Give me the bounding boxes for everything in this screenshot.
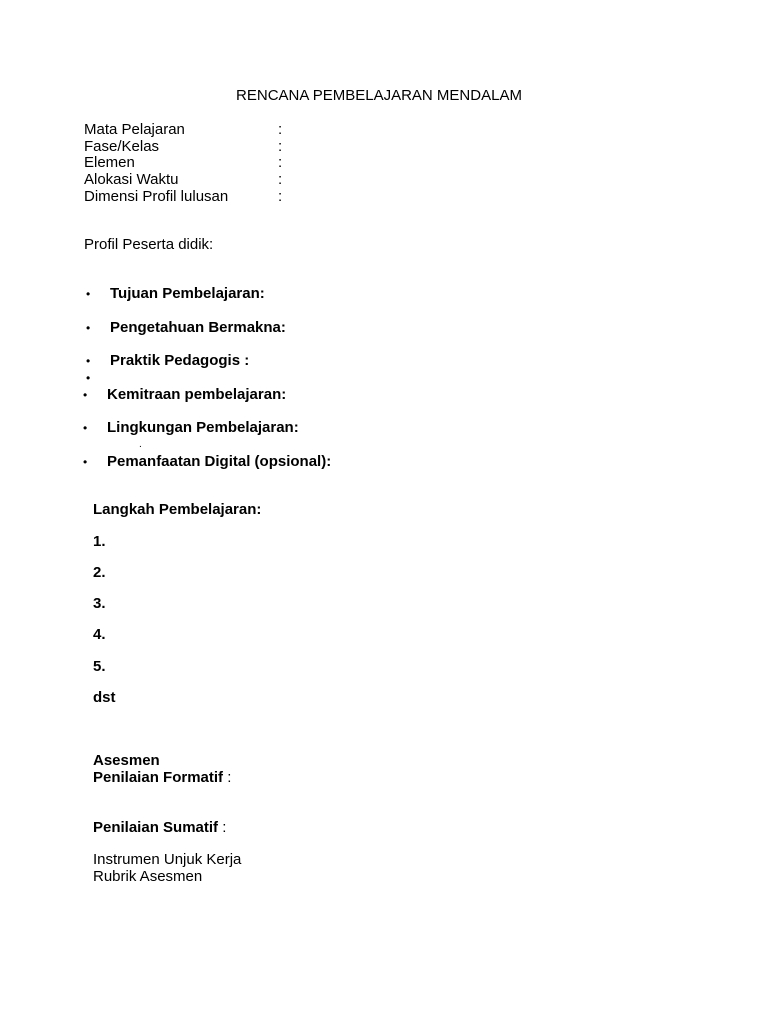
- bullet-icon: •: [86, 354, 91, 368]
- field-mata-pelajaran-label: Mata Pelajaran: [84, 121, 185, 138]
- bullet-icon: •: [83, 455, 88, 469]
- step-item-dst: dst: [93, 689, 116, 706]
- summative-line: [93, 819, 226, 836]
- steps-heading: Langkah Pembelajaran:: [93, 501, 262, 518]
- assessment-heading: Asesmen: [93, 752, 160, 769]
- field-alokasi-waktu-colon: :: [278, 171, 283, 188]
- field-alokasi-waktu-label: Alokasi Waktu: [84, 171, 179, 188]
- formative-colon: :: [223, 769, 232, 786]
- summative-colon: :: [218, 819, 227, 836]
- section-pemanfaatan-digital: Pemanfaatan Digital (opsional):: [107, 453, 332, 470]
- step-item: 5.: [93, 658, 106, 675]
- step-item: 1.: [93, 533, 106, 550]
- section-tujuan-pembelajaran: Tujuan Pembelajaran:: [110, 285, 265, 302]
- document-title: RENCANA PEMBELAJARAN MENDALAM: [236, 87, 522, 104]
- formative-label: Penilaian Formatif: [93, 769, 224, 786]
- profile-label: Profil Peserta didik:: [84, 236, 214, 253]
- section-praktik-pedagogis: Praktik Pedagogis :: [110, 352, 250, 369]
- field-elemen-label: Elemen: [84, 154, 135, 171]
- section-pengetahuan-bermakna: Pengetahuan Bermakna:: [110, 319, 286, 336]
- bullet-icon: •: [86, 287, 91, 301]
- section-lingkungan-pembelajaran: Lingkungan Pembelajaran:: [107, 419, 299, 436]
- field-fase-kelas-label: Fase/Kelas: [84, 138, 160, 155]
- field-dimensi-profil-colon: :: [278, 188, 283, 205]
- formative-line: [93, 769, 231, 786]
- summative-label: Penilaian Sumatif: [93, 819, 219, 836]
- bullet-icon: •: [86, 371, 91, 385]
- bullet-icon: •: [86, 321, 91, 335]
- step-item: 4.: [93, 626, 106, 643]
- stray-dot: .: [139, 439, 142, 450]
- step-item: 2.: [93, 564, 106, 581]
- field-fase-kelas-colon: :: [278, 138, 283, 155]
- field-elemen-colon: :: [278, 154, 283, 171]
- instrument-item: Instrumen Unjuk Kerja: [93, 851, 242, 868]
- field-dimensi-profil-label: Dimensi Profil lulusan: [84, 188, 229, 205]
- instrument-item: Rubrik Asesmen: [93, 868, 203, 885]
- section-kemitraan-pembelajaran: Kemitraan pembelajaran:: [107, 386, 287, 403]
- field-mata-pelajaran-colon: :: [278, 121, 283, 138]
- bullet-icon: •: [83, 388, 88, 402]
- step-item: 3.: [93, 595, 106, 612]
- bullet-icon: •: [83, 421, 88, 435]
